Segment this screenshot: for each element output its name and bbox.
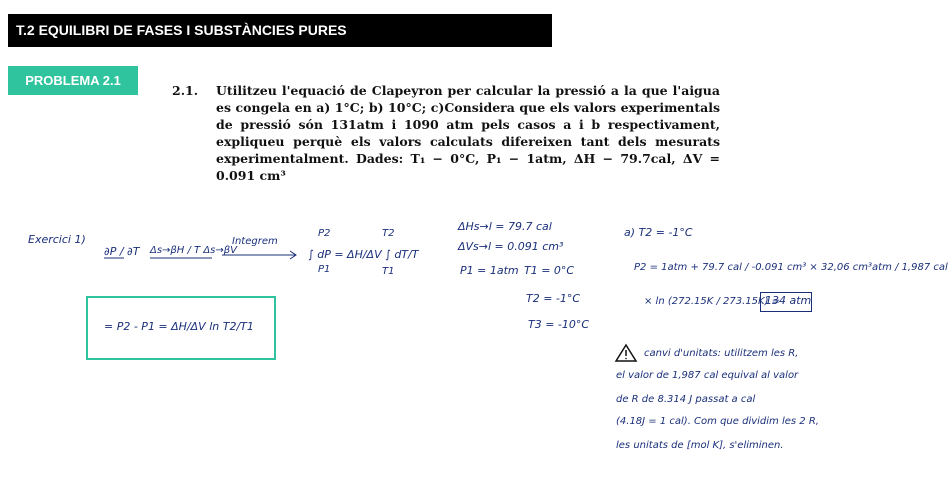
part-a-label: a) T2 = -1°C xyxy=(624,226,693,239)
data-p1: P1 = 1atm xyxy=(460,264,519,277)
calc-result: 134 atm xyxy=(765,294,812,307)
integrate-label: Integrem xyxy=(232,236,278,247)
warning-line-5: les unitats de [mol K], s'eliminen. xyxy=(616,440,784,451)
calc-line-2: × ln (272.15K / 273.15K) = xyxy=(644,296,781,307)
problem-badge: PROBLEMA 2.1 xyxy=(8,66,138,95)
page-title: T.2 EQUILIBRI DE FASES I SUBSTÀNCIES PURES xyxy=(8,14,552,47)
warning-line-1: canvi d'unitats: utilitzem les R, xyxy=(644,348,799,359)
exercise-label: Exercici 1) xyxy=(28,233,86,246)
data-t2: T2 = -1°C xyxy=(526,292,581,305)
data-t3: T3 = -10°C xyxy=(528,318,590,331)
warning-line-3: de R de 8.314 J passat a cal xyxy=(616,394,756,405)
integral-equation: ∫ dP = ΔH/ΔV ∫ dT/T xyxy=(308,248,419,261)
data-t1: T1 = 0°C xyxy=(524,264,575,277)
derivative-lhs: ∂P / ∂T xyxy=(104,245,140,258)
warning-line-2: el valor de 1,987 cal equival al valor xyxy=(616,370,799,381)
data-enthalpy: ΔHs→l = 79.7 cal xyxy=(458,220,552,233)
warning-line-4: (4.18J = 1 cal). Com que dividim les 2 R, xyxy=(616,416,819,427)
integral-lower-p: P1 xyxy=(318,264,331,275)
calc-line-1: P2 = 1atm + 79.7 cal / -0.091 cm³ × 32,06 cm³atm / 1,987 cal xyxy=(634,262,948,273)
boxed-formula: = P2 - P1 = ΔH/ΔV ln T2/T1 xyxy=(104,320,254,333)
integral-upper-t: T2 xyxy=(382,228,395,239)
clapeyron-ratio: Δs→βH / T Δs→βV xyxy=(150,245,237,256)
integral-lower-t: T1 xyxy=(382,266,395,277)
integral-upper-p: P2 xyxy=(318,228,331,239)
problem-number: 2.1. xyxy=(172,83,199,98)
problem-text: Utilitzeu l'equació de Clapeyron per calcular la pressió a la que l'aigua es congela en a) 1°C; b) 10°C; c)Considera que els valors experimentals de pressió són 131atm i 1090 atm pels casos a i b respectivament, expliqueu perquè els valors calculats difereixen tant dels mesurats experimentalment. Dades: T₁ − 0°C, P₁ − 1atm, ΔH − 79.7cal, ΔV = 0.091 cm³ xyxy=(216,83,720,183)
data-volume: ΔVs→l = 0.091 cm³ xyxy=(458,240,564,253)
